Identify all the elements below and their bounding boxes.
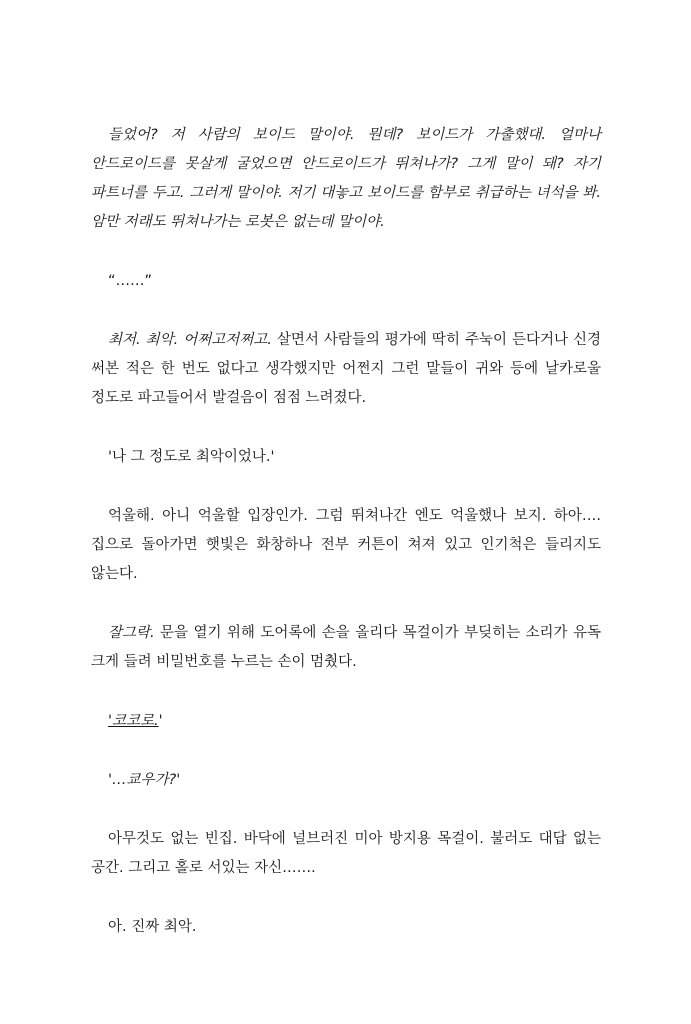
paragraph-question: '…쿄우가?' bbox=[108, 772, 181, 788]
paragraph-gap bbox=[91, 795, 601, 825]
paragraph-gap bbox=[91, 736, 601, 766]
paragraph-gap bbox=[91, 589, 601, 619]
paragraph-gap bbox=[91, 296, 601, 326]
paragraph-thought: '나 그 정도로 최악이었나.' bbox=[108, 449, 275, 465]
paragraph-gap bbox=[91, 883, 601, 913]
paragraph-call bbox=[91, 707, 601, 736]
italic-sound: 잘그락. bbox=[108, 625, 155, 641]
paragraph-unfair: 억울해. 아니 억울할 입장인가. 그럼 뛰쳐나간 엔도 억울했나 보지. 하아…. 집으로 돌아가면 햇빛은 화창하나 전부 커튼이 쳐져 있고 인기척은 들리지도 않는다. bbox=[91, 508, 601, 582]
paragraph-gap bbox=[91, 677, 601, 707]
paragraph-door bbox=[91, 619, 601, 677]
paragraph-text: 문을 열기 위해 도어록에 손을 올리다 목걸이가 부딪히는 소리가 유독 크게 들려 비밀번호를 누르는 손이 멈췄다. bbox=[91, 625, 601, 670]
underlined-name: '코코로. bbox=[108, 713, 159, 729]
paragraph-worst bbox=[91, 326, 601, 413]
paragraph-gap bbox=[91, 237, 601, 267]
paragraph-text: 살면서 사람들의 평가에 딱히 주눅이 든다거나 신경 써본 적은 한 번도 없다고 생각했지만 어쩐지 그런 말들이 귀와 등에 날카로울 정도로 파고들어서 발걸음이 점점 느려졌다. bbox=[91, 332, 601, 406]
paragraph-gap bbox=[91, 472, 601, 502]
document-page bbox=[91, 121, 601, 942]
paragraph-gap bbox=[91, 413, 601, 443]
paragraph-empty-house: 아무것도 없는 빈집. 바닥에 널브러진 미아 방지용 목걸이. 불러도 대답 없는 공간. 그리고 홀로 서있는 자신……. bbox=[91, 831, 601, 876]
paragraph-silence: “……” bbox=[108, 273, 153, 289]
italic-phrase: 최저. 최악. 어쩌고저쩌고. bbox=[108, 332, 272, 348]
paragraph-ending: 아. 진짜 최악. bbox=[108, 919, 197, 935]
paragraph-text: ' bbox=[158, 713, 163, 729]
paragraph-rumor: 들었어? 저 사람의 보이드 말이야. 뭔데? 보이드가 가출했대. 얼마나 안드로이드를 못살게 굴었으면 안드로이드가 뛰쳐나가? 그게 말이 돼? 자기 파트너를 두고. 그러게 말이야. 저기 대놓고 보이드를 함부로 취급하는 녀석을 봐. 암만 저래도 뛰쳐나가는 로봇은 없는데 말이야. bbox=[91, 127, 601, 230]
